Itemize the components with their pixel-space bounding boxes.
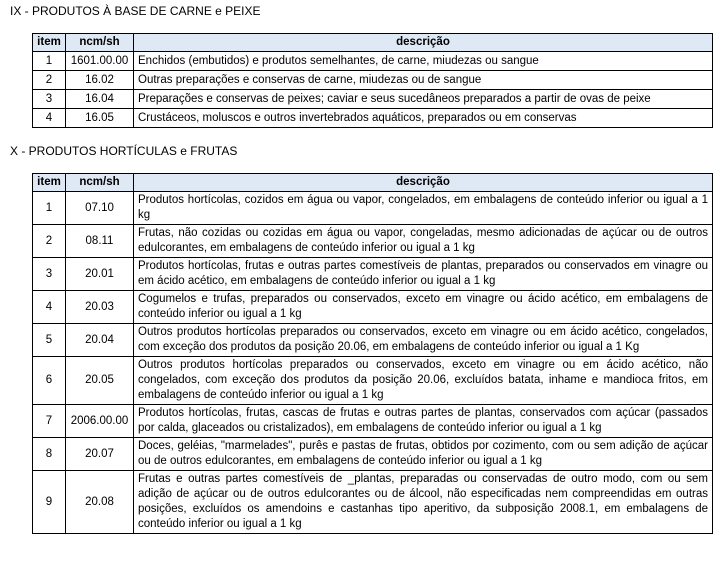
table-row (33, 357, 713, 405)
header-item: item (33, 174, 66, 192)
table-row (33, 192, 713, 225)
table-row (33, 438, 713, 471)
cell-ncm: 07.10 (66, 192, 134, 225)
cell-item: 7 (33, 405, 66, 438)
cell-item: 2 (33, 71, 66, 90)
cell-descricao: Preparações e conservas de peixes; caviar e seus sucedâneos preparados a partir de ovas de peixe (134, 90, 713, 109)
cell-ncm: 20.03 (66, 291, 134, 324)
section-title-carne-peixe: IX - PRODUTOS À BASE DE CARNE e PEIXE (10, 4, 261, 18)
cell-descricao: Produtos hortícolas, cozidos em água ou vapor, congelados, em embalagens de conteúdo inferior ou igual a 1 kg (134, 192, 713, 225)
cell-item: 9 (33, 471, 66, 534)
header-ncm: ncm/sh (66, 34, 134, 52)
header-item: item (33, 34, 66, 52)
table-row (33, 258, 713, 291)
cell-ncm: 20.07 (66, 438, 134, 471)
table-row (33, 324, 713, 357)
cell-ncm: 16.02 (66, 71, 134, 90)
cell-descricao: Outros produtos hortícolas preparados ou conservados, exceto em vinagre ou em ácido acético, congelados, com exceção dos produtos da posição 20.06, em embalagens de conteúdo inferior ou igual a 1 Kg (134, 324, 713, 357)
cell-item: 3 (33, 258, 66, 291)
cell-ncm: 16.04 (66, 90, 134, 109)
cell-ncm: 2006.00.00 (66, 405, 134, 438)
table-row (33, 109, 713, 128)
table-header-row (33, 174, 713, 192)
header-descricao: descrição (134, 34, 713, 52)
table-row (33, 71, 713, 90)
cell-descricao: Outros produtos hortícolas preparados ou conservados, exceto em vinagre ou em ácido acético, não congelados, com exceção dos produtos da posição 20.06, excluídos batata, inhame e mandioca fritos, em embalagens de conteúdo inferior ou igual a 1 kg (134, 357, 713, 405)
cell-descricao: Produtos hortícolas, frutas, cascas de frutas e outras partes de plantas, conservados com açúcar (passados por calda, glaceados ou cristalizados), em embalagens de conteúdo inferior ou igual a 1 kg (134, 405, 713, 438)
cell-ncm: 20.05 (66, 357, 134, 405)
cell-descricao: Enchidos (embutidos) e produtos semelhantes, de carne, miudezas ou sangue (134, 52, 713, 71)
cell-item: 5 (33, 324, 66, 357)
cell-descricao: Produtos hortícolas, frutas e outras partes comestíveis de plantas, preparados ou conservados em vinagre ou em ácido acético, em embalagens de conteúdo inferior ou igual a 1 kg (134, 258, 713, 291)
cell-item: 1 (33, 52, 66, 71)
table-row (33, 90, 713, 109)
cell-item: 6 (33, 357, 66, 405)
cell-ncm: 20.04 (66, 324, 134, 357)
cell-item: 4 (33, 109, 66, 128)
cell-item: 1 (33, 192, 66, 225)
cell-item: 4 (33, 291, 66, 324)
cell-descricao: Frutas e outras partes comestíveis de _plantas, preparadas ou conservadas de outro modo, com ou sem adição de açúcar ou de outros edulcorantes ou de álcool, não especificadas nem compreendidas em outras posições, excluídos os amendoins e castanhas tipo aperitivo, da subposição 2008.1, em embalagens de conteúdo inferior ou igual a 1 kg (134, 471, 713, 534)
table-row (33, 471, 713, 534)
cell-ncm: 1601.00.00 (66, 52, 134, 71)
table-header-row (33, 34, 713, 52)
cell-ncm: 20.08 (66, 471, 134, 534)
cell-ncm: 08.11 (66, 225, 134, 258)
cell-descricao: Doces, geléias, "marmelades", purês e pastas de frutas, obtidos por cozimento, com ou sem adição de açúcar ou de outros edulcorantes, em embalagens de conteúdo inferior ou igual a 1 kg (134, 438, 713, 471)
cell-descricao: Crustáceos, moluscos e outros invertebrados aquáticos, preparados ou em conservas (134, 109, 713, 128)
header-descricao: descrição (134, 174, 713, 192)
table-carne-peixe (32, 33, 713, 128)
cell-descricao: Cogumelos e trufas, preparados ou conservados, exceto em vinagre ou ácido acético, em embalagens de conteúdo inferior ou igual a 1 kg (134, 291, 713, 324)
header-ncm: ncm/sh (66, 174, 134, 192)
cell-item: 8 (33, 438, 66, 471)
table-row (33, 52, 713, 71)
table-row (33, 291, 713, 324)
table-horticolas-frutas (32, 173, 713, 534)
cell-descricao: Frutas, não cozidas ou cozidas em água ou vapor, congeladas, mesmo adicionadas de açúcar ou de outros edulcorantes, em embalagens de conteúdo inferior ou igual a 1 kg (134, 225, 713, 258)
table-row (33, 225, 713, 258)
cell-ncm: 20.01 (66, 258, 134, 291)
table-row (33, 405, 713, 438)
cell-descricao: Outras preparações e conservas de carne, miudezas ou de sangue (134, 71, 713, 90)
cell-ncm: 16.05 (66, 109, 134, 128)
cell-item: 2 (33, 225, 66, 258)
section-title-horticolas-frutas: X - PRODUTOS HORTÍCULAS e FRUTAS (10, 144, 238, 158)
cell-item: 3 (33, 90, 66, 109)
